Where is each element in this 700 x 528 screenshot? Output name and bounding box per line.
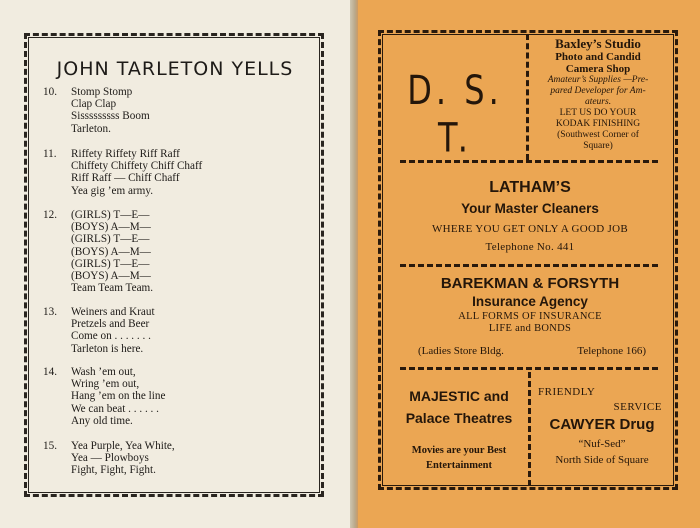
yell-line: Wash ’em out, [71,366,136,378]
yell-line: Any old time. [71,414,133,427]
yell-line: Yea Purple, Yea White, [71,440,175,452]
ad-line: WHERE YOU GET ONLY A GOOD JOB [431,223,629,235]
majestic-palace-ad [390,385,528,473]
yell-line: (BOYS) A—M— [71,245,151,258]
yell-line: Clap Clap [71,98,117,111]
divider-vertical-top [526,34,529,160]
yell-line: (GIRLS) T—E— [71,233,150,246]
divider-horizontal-3 [400,367,658,370]
ad-line: LET US DO YOUR [559,108,637,118]
ad-name: MAJESTIC and [409,388,509,404]
ad-line: (Southwest Corner of [557,130,639,140]
ad-name: BAREKMAN & FORSYTH [440,275,620,292]
yell-line: Wring ’em out, [71,378,140,391]
ad-line: Entertainment [426,460,492,471]
yell-number: 11. [43,148,57,160]
ad-location: North Side of Square [555,454,649,466]
divider-vertical-bottom [528,372,531,486]
yell-line: Tarleton is here. [71,342,144,355]
yell-line: Riffety Riffety Riff Raff [71,148,180,160]
ad-line: Movies are your Best [411,445,507,456]
ad-subtitle: Camera Shop [565,63,631,75]
yell-line: Riff Raff — Chiff Chaff [71,172,180,185]
yell-line: (GIRLS) T—E— [71,257,150,270]
yell-line: (GIRLS) T—E— [71,209,150,221]
ad-line: Square) [583,141,613,151]
cawyer-drug-ad [534,384,670,468]
ad-subtitle: Photo and Candid [555,51,641,63]
yell-number: 13. [43,306,57,318]
yell-line: (BOYS) A—M— [71,221,151,234]
ad-phone: Telephone 166) [577,345,646,357]
yell-line: Pretzels and Beer [71,318,150,331]
ad-tagline: Your Master Cleaners [461,201,599,216]
ad-name: CAWYER Drug [549,416,655,433]
ad-location: (Ladies Store Bldg. [418,345,504,357]
yell-number: 15. [43,440,57,452]
ad-line: SERVICE [613,401,662,413]
ad-line: pared Developer for Am- [550,86,646,96]
yell-line: Chiffety Chiffety Chiff Chaff [71,160,203,173]
yell-line: Stomp Stomp [71,86,133,98]
yell-line: Come on . . . . . . . [71,330,151,343]
dst-ad: D. S. T. [407,66,503,162]
yell-line: Yea gig ’em army. [71,184,154,197]
ad-subtitle: Insurance Agency [472,294,588,309]
yell-line: Fight, Fight, Fight. [71,464,156,477]
ad-line: ateurs. [584,97,612,107]
yell-line: Yea — Plowboys [71,452,149,465]
yell-line: (BOYS) A—M— [71,270,151,283]
ad-line: FRIENDLY [538,386,596,398]
ad-name: Palace Theatres [405,410,513,426]
ad-line: Amateur’s Supplies —Pre- [547,75,649,85]
baxley-studio-ad [533,36,663,152]
page-title: JOHN TARLETON YELLS [56,58,294,80]
ad-name: Baxley’s Studio [555,36,641,51]
yell-line: Tarleton. [71,122,111,135]
ad-phone: Telephone No. 441 [485,241,575,253]
yell-number: 10. [43,86,57,98]
ad-name: LATHAM’S [489,179,571,196]
ad-line: LIFE and BONDS [488,323,572,334]
ad-line: KODAK FINISHING [555,119,641,129]
yell-line: Hang ’em on the line [71,390,166,403]
yell-number: 14. [43,366,57,378]
barekman-forsyth-ad [390,275,670,335]
yell-line: Sisssssssss Boom [71,110,150,123]
yell-line: We can beat . . . . . . [71,402,159,415]
lathams-ad [390,178,670,256]
yell-line: Team Team Team. [71,282,154,295]
yell-line: Weiners and Kraut [71,306,155,318]
ad-motto: “Nuf-Sed” [578,438,626,450]
yell-number: 12. [43,209,57,221]
divider-horizontal-2 [400,264,658,267]
barekman-contact-row [418,345,646,357]
ad-line: ALL FORMS OF INSURANCE [458,311,602,322]
